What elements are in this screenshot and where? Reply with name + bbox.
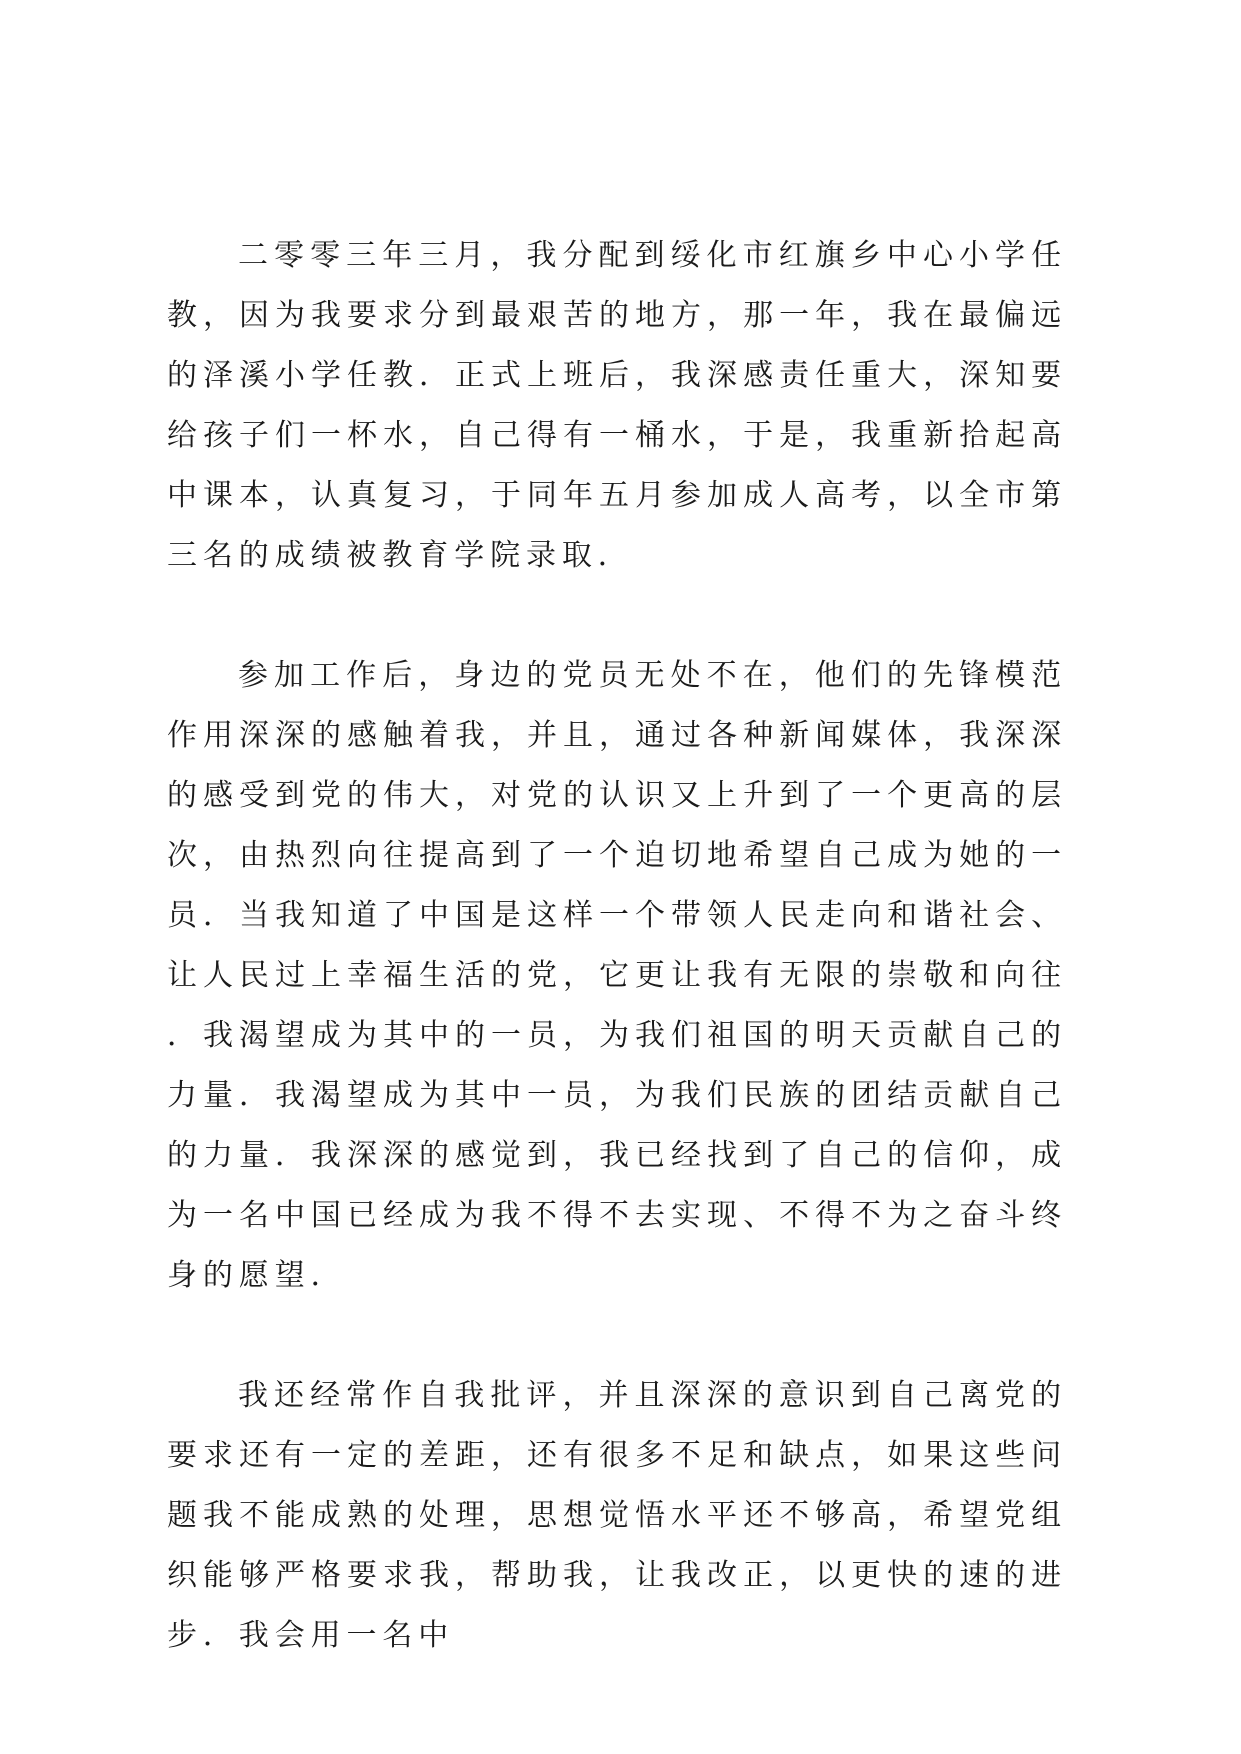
paragraph-3: 我还经常作自我批评，并且深深的意识到自己离党的要求还有一定的差距，还有很多不足和缺点，如果这些问题我不能成熟的处理，思想觉悟水平还不够高，希望党组织能够严格要求我，帮助我，让我改正，以更快的速的进步．我会用一名中: [167, 1378, 1067, 1653]
document-body: [167, 226, 1067, 1666]
paragraph-1: 二零零三年三月，我分配到绥化市红旗乡中心小学任教，因为我要求分到最艰苦的地方，那一年，我在最偏远的泽溪小学任教．正式上班后，我深感责任重大，深知要给孩子们一杯水，自己得有一桶水，于是，我重新拾起高中课本，认真复习，于同年五月参加成人高考，以全市第三名的成绩被教育学院录取．: [167, 238, 1067, 573]
paragraph-2: 参加工作后，身边的党员无处不在，他们的先锋模范作用深深的感触着我，并且，通过各种新闻媒体，我深深的感受到党的伟大，对党的认识又上升到了一个更高的层次，由热烈向往提高到了一个迫切地希望自己成为她的一员．当我知道了中国是这样一个带领人民走向和谐社会、让人民过上幸福生活的党，它更让我有无限的崇敬和向往．我渴望成为其中的一员，为我们祖国的明天贡献自己的力量．我渴望成为其中一员，为我们民族的团结贡献自己的力量．我深深的感觉到，我已经找到了自己的信仰，成为一名中国已经成为我不得不去实现、不得不为之奋斗终身的愿望．: [167, 658, 1067, 1293]
